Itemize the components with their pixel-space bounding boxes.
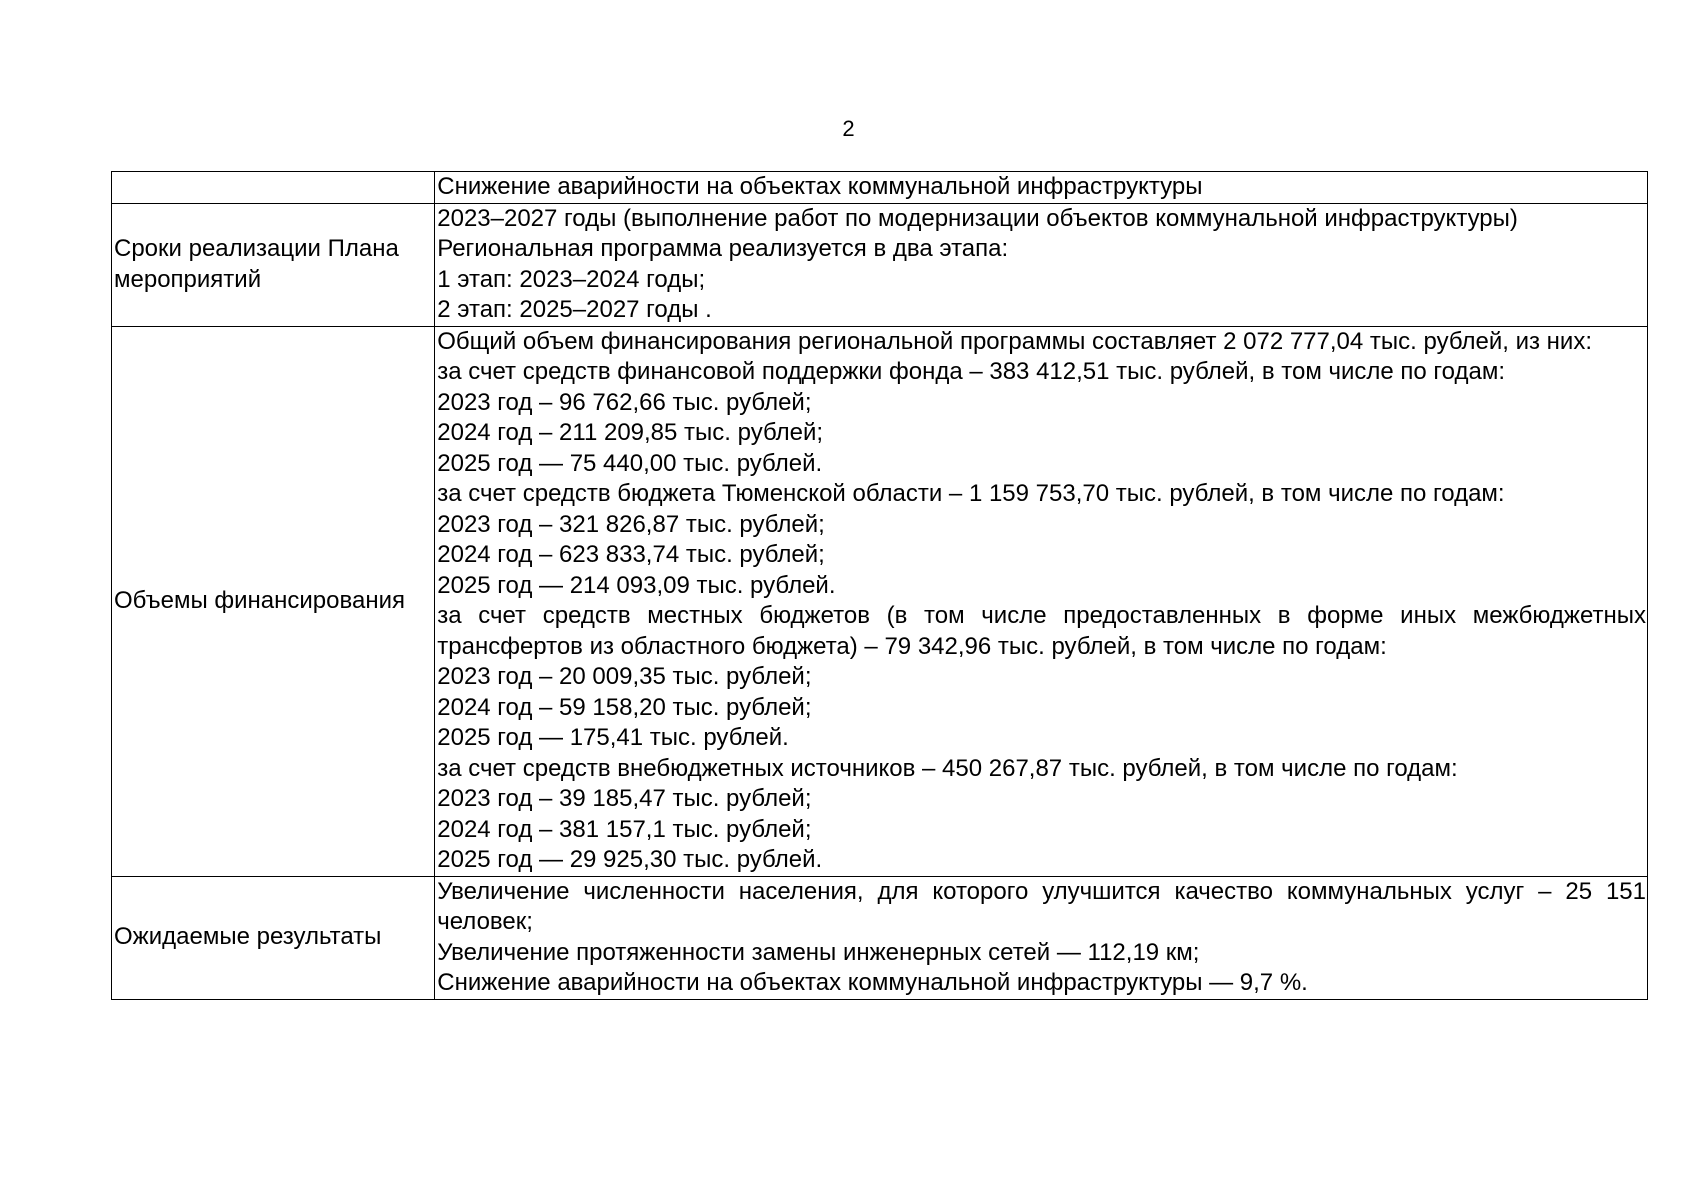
value-line: 1 этап: 2023–2024 годы;	[437, 265, 706, 293]
row-value	[435, 172, 1648, 204]
row-value	[435, 326, 1648, 876]
value-line: Региональная программа реализуется в два этапа:	[437, 235, 1009, 262]
value-line: 2024 год – 381 157,1 тыс. рублей;	[437, 815, 812, 843]
value-line: за счет средств местных бюджетов (в том числе предоставленных в форме иных межбюджетных трансфертов из областного бюджета) – 79 342,96 тыс. рублей, в том числе по годам:	[437, 602, 1646, 660]
value-line: 2025 год — 214 093,09 тыс. рублей.	[437, 571, 836, 599]
table-row	[112, 172, 1648, 204]
row-label: Сроки реализации Плана мероприятий	[112, 203, 435, 326]
value-line: 2023 год – 39 185,47 тыс. рублей;	[437, 785, 812, 812]
value-line: 2023 год – 321 826,87 тыс. рублей;	[437, 510, 825, 538]
value-line: 2 этап: 2025–2027 годы .	[437, 296, 712, 323]
table-row	[112, 203, 1648, 326]
value-line: Снижение аварийности на объектах коммунальной инфраструктуры	[437, 173, 1203, 200]
value-line: 2023 год – 96 762,66 тыс. рублей;	[437, 388, 812, 416]
value-line: Общий объем финансирования региональной программы составляет 2 072 777,04 тыс. рублей, из них:	[437, 327, 1593, 355]
row-value	[435, 203, 1648, 326]
value-line: за счет средств финансовой поддержки фонда – 383 412,51 тыс. рублей, в том числе по годам:	[437, 358, 1505, 385]
value-line: 2023 год – 20 009,35 тыс. рублей;	[437, 663, 812, 690]
value-line: за счет средств внебюджетных источников – 450 267,87 тыс. рублей, в том числе по годам:	[437, 754, 1458, 782]
value-line: 2024 год – 59 158,20 тыс. рублей;	[437, 693, 812, 721]
row-label: Ожидаемые результаты	[112, 876, 435, 999]
page-number: 2	[842, 116, 855, 141]
plan-passport-table	[111, 171, 1648, 1000]
table-row	[112, 876, 1648, 999]
row-label: Объемы финансирования	[112, 326, 435, 876]
value-line: Снижение аварийности на объектах коммунальной инфраструктуры — 9,7 %.	[437, 969, 1308, 996]
value-line: 2025 год — 75 440,00 тыс. рублей.	[437, 449, 823, 477]
value-line: 2025 год — 29 925,30 тыс. рублей.	[437, 846, 823, 873]
value-line: Увеличение численности населения, для которого улучшится качество коммунальных услуг – 25 151 человек;	[437, 877, 1646, 935]
row-value	[435, 876, 1648, 999]
value-line: 2024 год – 211 209,85 тыс. рублей;	[437, 419, 824, 446]
value-line: за счет средств бюджета Тюменской области – 1 159 753,70 тыс. рублей, в том числе по годам:	[437, 480, 1505, 507]
table-row	[112, 326, 1648, 876]
row-label	[112, 172, 435, 204]
value-line: Увеличение протяженности замены инженерных сетей — 112,19 км;	[437, 938, 1200, 966]
table-body	[112, 172, 1648, 1000]
value-line: 2025 год — 175,41 тыс. рублей.	[437, 724, 789, 751]
value-line: 2023–2027 годы (выполнение работ по модернизации объектов коммунальной инфраструктуры)	[437, 204, 1518, 232]
value-line: 2024 год – 623 833,74 тыс. рублей;	[437, 541, 825, 568]
